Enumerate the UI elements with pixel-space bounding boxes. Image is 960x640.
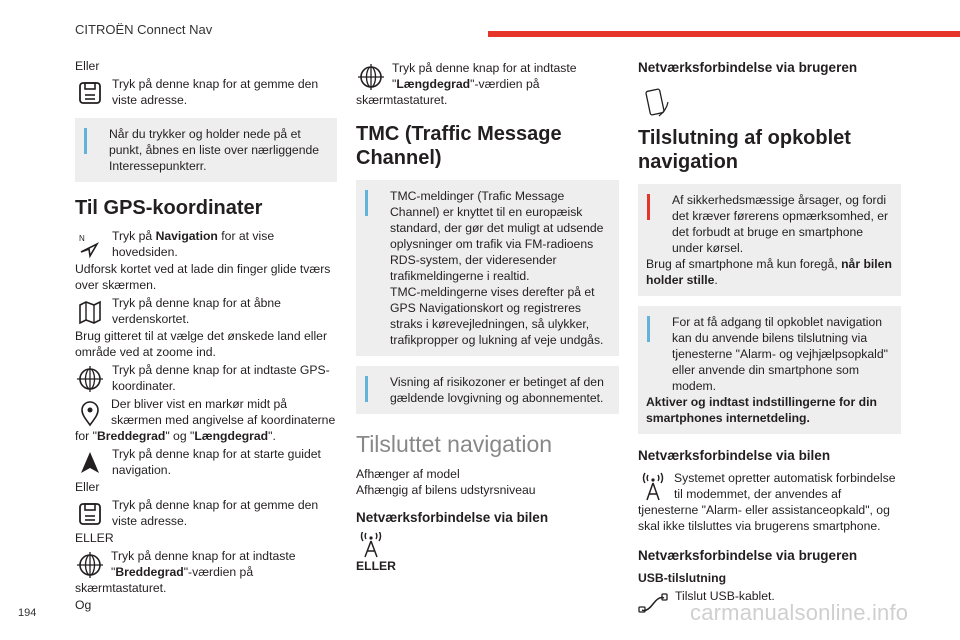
- note-first-line: Visning af risikozoner er betinget af den: [390, 375, 604, 389]
- usb-heading: USB-tilslutning: [638, 571, 727, 585]
- text-eller: Eller: [75, 59, 100, 73]
- note-text: gældende lovgivning og abonnementet.: [390, 391, 604, 405]
- navigation-arrow-icon: [75, 230, 105, 260]
- map-icon: [75, 297, 105, 327]
- globe-grid-icon: [75, 550, 105, 580]
- latitude-label: Breddegrad: [96, 429, 166, 443]
- note-text: det kræver førerens opmærksomhed, er det forbudt at bruge en smartphone under kørsel.: [672, 209, 889, 255]
- nav-bold: Navigation: [155, 229, 218, 243]
- column-3: [638, 58, 901, 617]
- svg-text:N: N: [79, 234, 85, 243]
- enter-gps-text: Tryk på denne knap for at indtaste GPS-koordinater.: [112, 363, 330, 393]
- open-map-row: [75, 295, 337, 327]
- document-header-title: CITROËN Connect Nav: [75, 22, 213, 37]
- note-first-line: Af sikkerhedsmæssige årsager, og fordi: [672, 193, 887, 207]
- longitude-label: Længdegrad: [194, 429, 269, 443]
- map-pin-icon: [75, 398, 105, 428]
- usb-text: Tilslut USB-kablet.: [675, 589, 775, 603]
- column-2: [356, 58, 619, 574]
- info-note-connected: [638, 306, 901, 434]
- depends-model-text: Afhænger af model: [356, 467, 460, 481]
- note-line2: [646, 256, 893, 288]
- depends-equipment-text: Afhængig af bilens udstyrsniveau: [356, 483, 536, 497]
- system-connect-text: Systemet opretter automatisk forbindelse til modemmet, der anvendes af tjenesterne "Alarm- eller assistanceopkald", og skal ikke tilsluttes via brugerens smartphone.: [638, 471, 896, 533]
- longitude-label-2: Længdegrad: [396, 77, 471, 91]
- save-address-row-2: [75, 497, 337, 529]
- text-eller-3: ELLER: [75, 531, 114, 545]
- save-address-text-2: Tryk på denne knap for at gemme den viste adresse.: [112, 498, 319, 528]
- enter-lat-pre: Tryk på denne knap for at indtaste ": [111, 549, 296, 579]
- open-map-text: Tryk på denne knap for at åbne verdenskortet.: [112, 296, 281, 326]
- page-number: 194: [18, 607, 37, 619]
- column-1: [75, 58, 337, 613]
- note-first-line: TMC-meldinger (Trafic Message: [390, 189, 565, 203]
- smartphone-icon: [640, 86, 674, 120]
- heading-network-via-user: Netværksforbindelse via brugeren: [638, 60, 858, 75]
- heading-network-via-user-2: Netværksforbindelse via brugeren: [638, 548, 858, 563]
- info-icon: [647, 316, 650, 342]
- save-icon: [75, 499, 105, 529]
- enter-lon-post: "-værdien på skærmtastaturet.: [356, 77, 540, 107]
- note-text: punkt, åbnes en liste over nærliggende Interessepunkterr.: [109, 143, 320, 173]
- save-address-text: Tryk på denne knap for at gemme den viste adresse.: [112, 77, 319, 107]
- enter-lon-pre: Tryk på denne knap for at indtaste ": [392, 61, 577, 91]
- nav-post: for at vise hovedsiden.: [112, 229, 275, 259]
- enter-gps-row: [75, 362, 337, 394]
- enter-longitude-row: [356, 60, 619, 108]
- heading-network-via-car: Netværksforbindelse via bilen: [356, 510, 549, 525]
- and-text: " og ": [165, 429, 195, 443]
- system-connect-row: [638, 470, 901, 534]
- enter-latitude-row: [75, 548, 337, 596]
- usb-cable-icon: [638, 590, 668, 620]
- warning-note: [638, 184, 901, 296]
- note-line2-bold: når bilen holder stille: [646, 257, 892, 287]
- info-icon: [365, 376, 368, 402]
- explore-text: Udforsk kortet ved at lade din finger glide tværs over skærmen.: [75, 262, 331, 292]
- info-icon: [365, 190, 368, 216]
- heading-connected-navigation: Tilsluttet navigation: [356, 431, 553, 457]
- save-address-row: [75, 76, 337, 108]
- antenna-icon: [638, 472, 668, 502]
- note-first-line: For at få adgang til opkoblet navigation: [672, 315, 883, 329]
- enter-lat-post: "-værdien på skærmtastaturet.: [75, 565, 254, 595]
- text-eller-2: Eller: [75, 480, 100, 494]
- start-guide-text: Tryk på denne knap for at starte guidet navigation.: [112, 447, 321, 477]
- start-guide-row: [75, 446, 337, 478]
- globe-grid-icon: [75, 364, 105, 394]
- note-line2-pre: Brug af smartphone må kun foregå,: [646, 257, 842, 271]
- info-icon: [84, 128, 87, 154]
- note-text: kan du anvende bilens tilslutning via tjenesterne "Alarm- og vejhjælpsopkald" eller anvende din smartphone som modem.: [672, 331, 888, 393]
- antenna-icon: [356, 532, 386, 558]
- header-accent-bar: [488, 31, 960, 37]
- note-line2-end: .: [714, 273, 718, 287]
- guidance-arrow-icon: [75, 448, 105, 478]
- note-first-line: Når du trykker og holder nede på et: [109, 127, 301, 141]
- heading-tmc: TMC (Traffic Message Channel): [356, 123, 562, 169]
- marker-row: [75, 396, 337, 444]
- note-text: Channel) er knyttet til en europæisk standard, der gør det muligt at udsende oplysninger om trafik via FM-radioens RDS-system, der videresender trafikmeldingerne i realtid. TMC-meldingerne vises derefter på et GPS Navigationskort og registreres straks i kørevejledningen, så ulykker, trafikpropper og lukning af veje undgås.: [390, 205, 604, 347]
- nav-pre: Tryk på: [112, 229, 156, 243]
- heading-network-via-car-2: Netværksforbindelse via bilen: [638, 448, 831, 463]
- marker-text: Der bliver vist en markør midt på skærmen med angivelse af koordinaterne for ": [75, 397, 336, 443]
- text-eller: ELLER: [356, 559, 396, 573]
- info-note-poi: [75, 118, 337, 182]
- globe-grid-icon: [356, 62, 386, 92]
- save-icon: [75, 78, 105, 108]
- zoom-text: Brug gitteret til at vælge det ønskede land eller område ved at zoome ind.: [75, 329, 328, 359]
- heading-online-navigation: Tilslutning af opkoblet navigation: [638, 127, 851, 173]
- text-og: Og: [75, 598, 92, 612]
- info-note-risk-zones: [356, 366, 619, 414]
- latitude-label-2: Breddegrad: [115, 565, 184, 579]
- navigation-row: [75, 228, 337, 260]
- usb-row: [638, 588, 901, 616]
- heading-gps-coordinates: Til GPS-koordinater: [75, 197, 263, 219]
- info-note-tmc: [356, 180, 619, 356]
- warning-icon: [647, 194, 650, 220]
- watermark: carmanualsonline.info: [690, 600, 909, 625]
- note-bold-text: Aktiver og indtast indstillingerne for din smartphones internetdeling.: [646, 395, 877, 425]
- end-quote: ".: [268, 429, 276, 443]
